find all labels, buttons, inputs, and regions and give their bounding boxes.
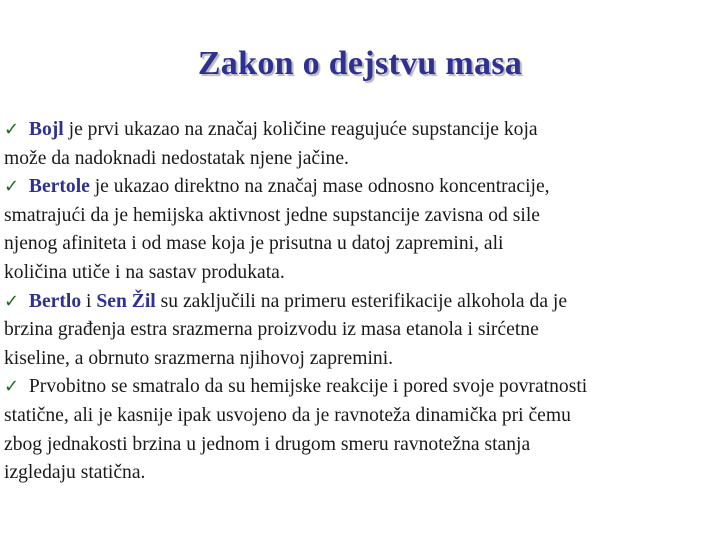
bullet-text: je ukazao direktno na značaj mase odnosno koncentracije, [89,176,550,198]
person-name: Bertlo [28,290,82,312]
checkmark-icon: ✓ [4,376,20,398]
slide-body [4,116,720,488]
bullet-2-line-1 [4,173,720,202]
person-name: Bertole [28,176,90,198]
bullet-2-line-2 [4,202,720,231]
bullet-3-line-2 [4,316,720,345]
bullet-text: je prvi ukazao na značaj količine reagujuće supstancije koja [63,119,538,140]
bullet-text: i [81,290,97,312]
bullet-4-line-3 [4,431,720,460]
bullet-text: statične, ali je kasnije ipak usvojeno da je ravnoteža dinamička pri čemu [4,404,571,426]
bullet-text: izgledaju statična. [4,462,146,484]
bullet-3-line-1 [4,288,720,317]
checkmark-icon: ✓ [4,290,20,312]
bullet-4-line-1 [4,373,720,402]
bullet-text: brzina građenja estra srazmerna proizvodu iz masa etanola i sirćetne [4,319,539,341]
person-name: Bojl [28,119,64,140]
checkmark-icon: ✓ [4,176,20,198]
person-name: Sen Žil [96,290,156,312]
bullet-1-line-2 [4,145,720,174]
bullet-text: smatrajući da je hemijska aktivnost jedne supstancije zavisna od sile [4,204,540,226]
bullet-1-line-1 [4,116,720,145]
bullet-text: kiseline, a obrnuto srazmerna njihovoj zapremini. [4,347,394,369]
slide-title: Zakon o dejstvu masa [197,45,523,82]
checkmark-icon: ✓ [4,119,20,140]
bullet-text: može da nadoknadi nedostatak njene jačine. [4,147,349,169]
bullet-2-line-3 [4,230,720,259]
bullet-text: njenog afiniteta i od mase koja je prisutna u datoj zapremini, ali [4,233,504,255]
bullet-text: količina utiče i na sastav produkata. [4,261,285,283]
bullet-4-line-4 [4,459,720,488]
bullet-4-line-2 [4,402,720,431]
bullet-2-line-4 [4,259,720,288]
bullet-text: su zaključili na primeru esterifikacije alkohola da je [155,290,568,312]
bullet-text: zbog jednakosti brzina u jednom i drugom smeru ravnotežna stanja [4,433,531,455]
bullet-3-line-3 [4,345,720,374]
bullet-text: Prvobitno se smatralo da su hemijske reakcije i pored svoje povratnosti [28,376,588,398]
